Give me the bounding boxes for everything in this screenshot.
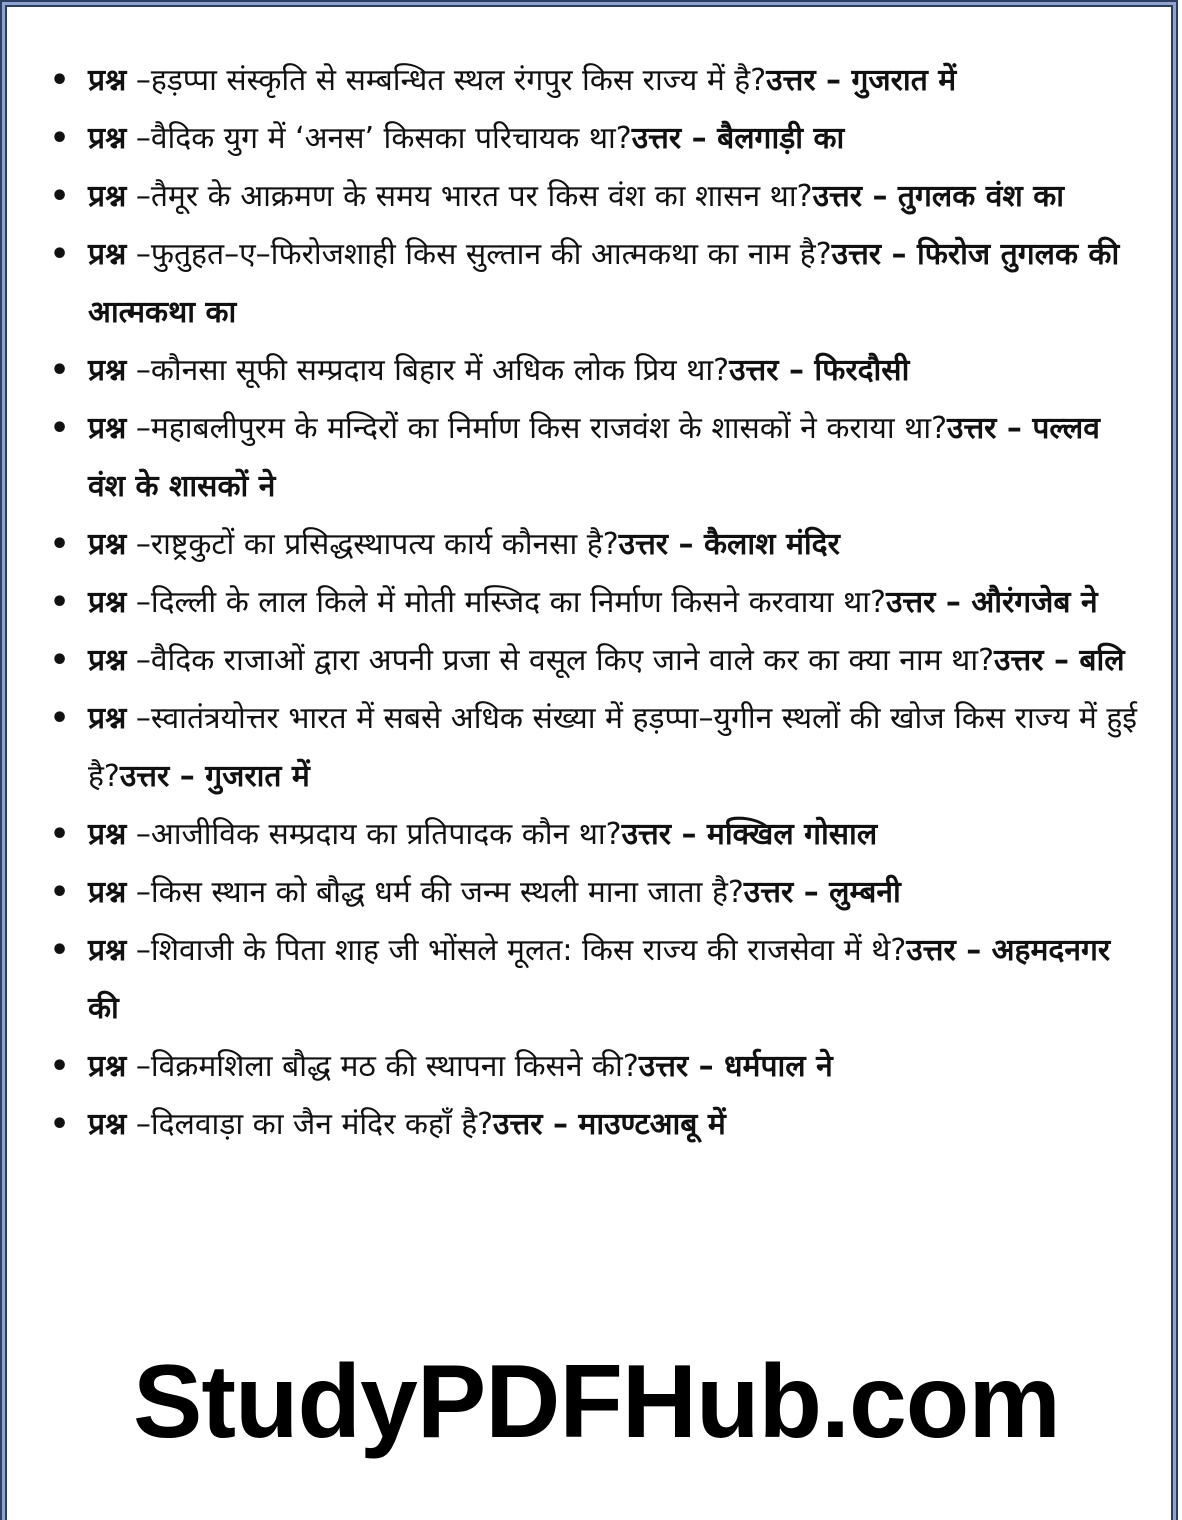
answer-label: उत्तर bbox=[621, 817, 672, 852]
question-dash: – bbox=[126, 121, 151, 156]
question-text: दिलवाड़ा का जैन मंदिर कहाँ है? bbox=[150, 1107, 494, 1142]
question-text: वैदिक राजाओं द्वारा अपनी प्रजा से वसूल किए जाने वाले कर का क्या नाम था? bbox=[150, 643, 995, 678]
answer-dash: – bbox=[688, 1049, 725, 1084]
answer-dash: – bbox=[681, 121, 718, 156]
question-label: प्रश्न bbox=[88, 411, 127, 446]
question-label: प्रश्न bbox=[88, 63, 127, 98]
answer-text: कैलाश मंदिर bbox=[703, 527, 840, 562]
answer-dash: – bbox=[935, 585, 972, 620]
bullet-icon: • bbox=[50, 643, 70, 678]
answer-dash: – bbox=[668, 527, 704, 562]
answer-label: उत्तर bbox=[743, 875, 794, 910]
answer-label: उत्तर bbox=[906, 933, 956, 968]
bullet-icon: • bbox=[50, 701, 70, 736]
question-label: प्रश्न bbox=[88, 933, 127, 968]
answer-text: तुगलक वंश का bbox=[897, 179, 1065, 214]
question-dash: – bbox=[126, 353, 151, 388]
answer-text: बलि bbox=[1079, 643, 1125, 678]
answer-dash: – bbox=[815, 63, 852, 98]
question-text: स्वातंत्रयोत्तर भारत में सबसे अधिक संख्या में हड़प्पा–युगीन स्थलों की खोज किस राज्य में हुई है? bbox=[88, 701, 1138, 794]
answer-label: उत्तर bbox=[812, 179, 863, 214]
answer-label: उत्तर bbox=[885, 585, 936, 620]
question-dash: – bbox=[126, 237, 151, 272]
answer-label: उत्तर bbox=[994, 643, 1044, 678]
qa-item bbox=[0, 168, 1182, 226]
question-text: राष्ट्रकुटों का प्रसिद्धस्थापत्य कार्य कौनसा है? bbox=[150, 527, 619, 562]
watermark-text: StudyPDFHub.com bbox=[133, 1344, 1060, 1460]
answer-dash: – bbox=[881, 237, 917, 272]
qa-item bbox=[0, 690, 1182, 806]
question-label: प्रश्न bbox=[88, 1049, 127, 1084]
answer-text: पल्लव वंश के शासकों ने bbox=[88, 411, 1100, 504]
question-label: प्रश्न bbox=[88, 701, 127, 736]
bullet-icon: • bbox=[50, 237, 70, 272]
answer-dash: – bbox=[1043, 643, 1080, 678]
qa-item bbox=[0, 342, 1182, 400]
question-dash: – bbox=[126, 1107, 151, 1142]
bullet-icon: • bbox=[50, 353, 70, 388]
qa-item bbox=[0, 400, 1182, 516]
answer-label: उत्तर bbox=[831, 237, 882, 272]
bullet-icon: • bbox=[50, 875, 70, 910]
answer-text: धर्मपाल ने bbox=[724, 1049, 833, 1084]
question-text: तैमूर के आक्रमण के समय भारत पर किस वंश का शासन था? bbox=[150, 179, 813, 214]
bullet-icon: • bbox=[50, 817, 70, 852]
question-text: दिल्ली के लाल किले में मोती मस्जिद का निर्माण किसने करवाया था? bbox=[150, 585, 886, 620]
question-label: प्रश्न bbox=[88, 527, 127, 562]
answer-text: गुजरात में bbox=[205, 759, 310, 794]
answer-dash: – bbox=[793, 875, 830, 910]
answer-text: फिरोज तुगलक की आत्मकथा का bbox=[88, 237, 1120, 330]
answer-label: उत्तर bbox=[618, 527, 669, 562]
qa-item bbox=[0, 226, 1182, 342]
question-label: प्रश्न bbox=[88, 643, 127, 678]
answer-dash: – bbox=[778, 353, 815, 388]
bullet-icon: • bbox=[50, 933, 70, 968]
question-text: कौनसा सूफी सम्प्रदाय बिहार में अधिक लोक प्रिय था? bbox=[150, 353, 730, 388]
bullet-icon: • bbox=[50, 179, 70, 214]
question-text: आजीविक सम्प्रदाय का प्रतिपादक कौन था? bbox=[150, 817, 622, 852]
question-text: फुतुहत–ए–फिरोजशाही किस सुल्तान की आत्मकथा का नाम है? bbox=[150, 237, 832, 272]
question-label: प्रश्न bbox=[88, 179, 127, 214]
bullet-icon: • bbox=[50, 527, 70, 562]
answer-dash: – bbox=[671, 817, 707, 852]
question-dash: – bbox=[126, 1049, 151, 1084]
question-label: प्रश्न bbox=[88, 353, 127, 388]
qa-item bbox=[0, 110, 1182, 168]
qa-item bbox=[0, 52, 1182, 110]
answer-text: गुजरात में bbox=[851, 63, 957, 98]
answer-text: मक्खिल गोसाल bbox=[706, 817, 878, 852]
qa-item bbox=[0, 806, 1182, 864]
answer-label: उत्तर bbox=[631, 121, 682, 156]
question-dash: – bbox=[126, 933, 151, 968]
answer-text: औरंगजेब ने bbox=[971, 585, 1098, 620]
bullet-icon: • bbox=[50, 1049, 70, 1084]
answer-label: उत्तर bbox=[493, 1107, 543, 1142]
question-dash: – bbox=[126, 875, 151, 910]
question-text: किस स्थान को बौद्ध धर्म की जन्म स्थली माना जाता है? bbox=[150, 875, 744, 910]
answer-dash: – bbox=[542, 1107, 579, 1142]
question-dash: – bbox=[126, 701, 151, 736]
question-text: वैदिक युग में ‘अनस’ किसका परिचायक था? bbox=[150, 121, 632, 156]
question-text: शिवाजी के पिता शाह जी भोंसले मूलत: किस राज्य की राजसेवा में थे? bbox=[150, 933, 907, 968]
answer-dash: – bbox=[862, 179, 898, 214]
answer-label: उत्तर bbox=[638, 1049, 689, 1084]
answer-label: उत्तर bbox=[766, 63, 816, 98]
qa-item bbox=[0, 922, 1182, 1038]
bullet-icon: • bbox=[50, 585, 70, 620]
qa-item bbox=[0, 1096, 1182, 1154]
question-label: प्रश्न bbox=[88, 875, 127, 910]
qa-item bbox=[0, 574, 1182, 632]
question-text: विक्रमशिला बौद्ध मठ की स्थापना किसने की? bbox=[150, 1049, 639, 1084]
question-label: प्रश्न bbox=[88, 1107, 127, 1142]
document-body bbox=[0, 52, 1182, 1154]
answer-text: फिरदौसी bbox=[814, 353, 910, 388]
question-label: प्रश्न bbox=[88, 121, 127, 156]
question-label: प्रश्न bbox=[88, 817, 127, 852]
answer-text: बैलगाड़ी का bbox=[717, 121, 845, 156]
qa-item bbox=[0, 632, 1182, 690]
question-dash: – bbox=[126, 817, 151, 852]
answer-text: लुम्बनी bbox=[829, 875, 901, 910]
question-text: महाबलीपुरम के मन्दिरों का निर्माण किस राजवंश के शासकों ने कराया था? bbox=[150, 411, 948, 446]
qa-list bbox=[0, 52, 1182, 1154]
answer-label: उत्तर bbox=[729, 353, 779, 388]
question-dash: – bbox=[126, 527, 151, 562]
bullet-icon: • bbox=[50, 121, 70, 156]
question-dash: – bbox=[126, 179, 151, 214]
question-label: प्रश्न bbox=[88, 237, 127, 272]
answer-dash: – bbox=[955, 933, 992, 968]
bullet-icon: • bbox=[50, 1107, 70, 1142]
bullet-icon: • bbox=[50, 63, 70, 98]
bullet-icon: • bbox=[50, 411, 70, 446]
answer-dash: – bbox=[996, 411, 1033, 446]
answer-dash: – bbox=[169, 759, 206, 794]
question-text: हड़प्पा संस्कृति से सम्बन्धित स्थल रंगपुर किस राज्य में है? bbox=[150, 63, 767, 98]
answer-label: उत्तर bbox=[119, 759, 170, 794]
qa-item bbox=[0, 516, 1182, 574]
question-label: प्रश्न bbox=[88, 585, 127, 620]
answer-text: माउण्टआबू में bbox=[578, 1107, 726, 1142]
question-dash: – bbox=[126, 643, 151, 678]
question-dash: – bbox=[126, 411, 151, 446]
answer-text: अहमदनगर की bbox=[88, 933, 1111, 1026]
answer-label: उत्तर bbox=[947, 411, 997, 446]
qa-item bbox=[0, 864, 1182, 922]
question-dash: – bbox=[126, 585, 151, 620]
question-dash: – bbox=[126, 63, 151, 98]
qa-item bbox=[0, 1038, 1182, 1096]
